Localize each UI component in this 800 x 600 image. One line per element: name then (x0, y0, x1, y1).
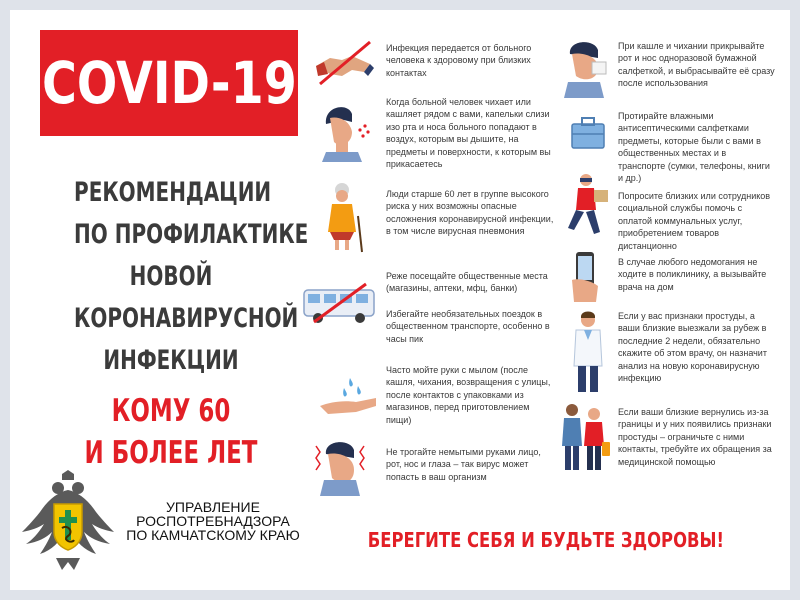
no-handshake-icon (312, 40, 376, 86)
headline-line: ПО ПРОФИЛАКТИКЕ (74, 219, 309, 250)
tip-dont-touch-face: Не трогайте немытыми руками лицо, рот, нос и глаза – так вирус может попасть в ваш организм (386, 447, 541, 482)
agency-name (125, 500, 301, 542)
touching-face-icon (312, 436, 370, 496)
tip-cover-cough: При кашле и чихании прикрывайте рот и нос одноразовой бумажной салфеткой, и выбрасывайте её сразу после использования (618, 41, 775, 89)
delivery-courier-icon (560, 172, 614, 240)
covid-title: COVID-19 (41, 49, 297, 117)
no-bus-icon (300, 282, 378, 324)
tip-call-doctor: В случае любого недомогания не ходите в поликлинику, а вызывайте врача на дом (618, 257, 767, 292)
tip-avoid-public-places: Реже посещайте общественные места (магазины, аптеки, мфц, банки) (386, 271, 548, 294)
headline-line: ИНФЕКЦИИ (103, 345, 239, 376)
phone-call-icon (568, 250, 602, 304)
tip-wash-hands: Часто мойте руки с мылом (после кашля, чихания, возвращения с улицы, после контактов с упаковками из магазинов, перед приготовлением пищи) (386, 365, 551, 425)
emblem-icon (18, 470, 118, 580)
hand-washing-icon (316, 372, 380, 418)
tip-limit-contacts: Если ваши близкие вернулись из-за границы и у них появились признаки простуды – ограничьте с ними контакты, требуйте их обращения за медицинской помощью (618, 407, 772, 467)
tip-avoid-transport: Избегайте необязательных поездок в общественном транспорте, особенно в часы пик (386, 309, 550, 344)
tip-ask-for-help: Попросите близких или сотрудников социальной службы помочь с оплатой коммунальных услуг, приобретением товаров дистанционно (618, 191, 771, 251)
footer-slogan: БЕРЕГИТЕ СЕБЯ И БУДЬТЕ ЗДОРОВЫ! (367, 528, 725, 552)
covid-banner (40, 30, 298, 136)
headline-line: РЕКОМЕНДАЦИИ (74, 177, 272, 208)
cough-into-tissue-icon (560, 36, 616, 98)
tip-sneeze-droplets: Когда больной человек чихает или кашляет рядом с вами, капельки слизи изо рта и носа больного попадают в воздух, которым вы дышите, на предметы и поверхности, к которым вы прикасаетесь (386, 97, 551, 170)
headline-line: НОВОЙ (129, 261, 213, 292)
audience-line: КОМУ 60 (111, 393, 231, 429)
audience-line: И БОЛЕЕ ЛЕТ (84, 435, 258, 471)
disinfect-bag-icon (568, 112, 608, 152)
headline (40, 172, 309, 474)
tip-close-contact: Инфекция передается от больного человека к здоровому при близких контактах (386, 43, 532, 78)
agency-line: ПО КАМЧАТСКОМУ КРАЮ (126, 527, 300, 543)
sneezing-person-icon (318, 96, 372, 162)
tip-tell-doctor-travel: Если у вас признаки простуды, а ваши близкие выезжали за рубеж в последние 2 недели, обязательно скажите об этом врачу, он назначит анализ на новую коронавирусную инфекцию (618, 311, 767, 384)
tip-disinfect-items: Протирайте влажными антисептическими салфетками предметы, которые были с вами в общественных местах и в транспорте (сумки, телефоны, книги и др.) (618, 111, 770, 184)
agency-line: РОСПОТРЕБНАДЗОРА (136, 513, 290, 529)
tip-high-risk-age: Люди старше 60 лет в группе высокого риска у них возможны опасные осложнения коронавирусной инфекции, в том числе вирусная пневмония (386, 189, 554, 237)
elderly-woman-icon (322, 180, 368, 254)
agency-line: УПРАВЛЕНИЕ (166, 499, 260, 515)
travelers-icon (556, 402, 612, 474)
doctor-icon (566, 310, 610, 396)
headline-line: КОРОНАВИРУСНОЙ (74, 303, 299, 334)
